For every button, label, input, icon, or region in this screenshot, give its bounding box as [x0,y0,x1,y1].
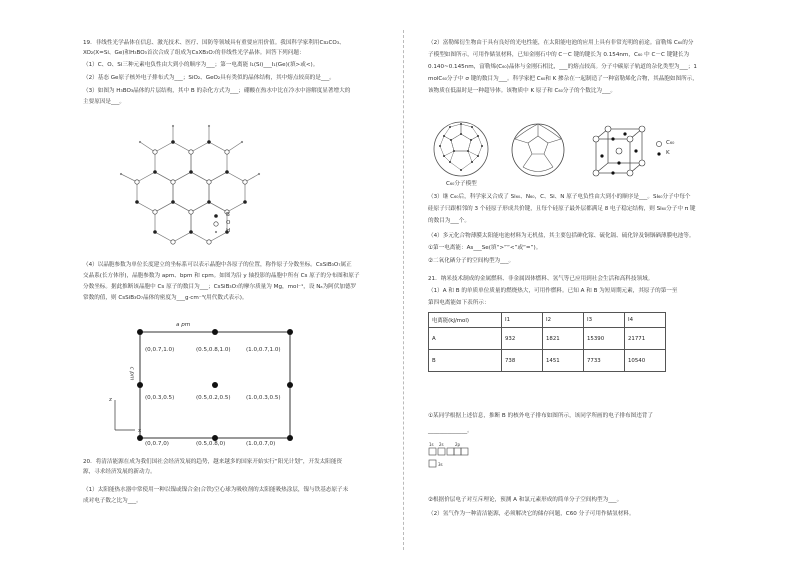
axis-z-label: z [109,397,112,403]
table-cell: 10540 [625,350,666,372]
q19-intro2: XO₂(X=Si、Ge)和H₃BO₃首次合成了组成为CsXB₃O₇的非线性光学晶体。回答下列问题： [83,50,305,56]
coord-label: (0,0.7,1.0) [145,347,175,353]
legend-h: H [226,228,231,234]
table-header: I4 [625,313,666,328]
cell-axis-a: a pm [176,322,191,328]
cell-key [655,140,665,160]
table-cell: 7733 [584,350,625,372]
r-line: （1）A 和 B 的单质单位质量的燃烧热大，可用作燃料。已知 A 和 B 为短周期元素，其原子的第一至 [428,288,678,294]
r-line: 该物质在低温时是一种超导体。该物质中 K 原子和 C₆₀分子的个数比为___。 [428,88,617,94]
q20-line4: 成对电子数之比为___。 [83,498,142,504]
r-line: 子模型如图所示，可用作储氢材料，已知金刚石中的 C－C 键的键长为 0.154nm，C₆₀ 中 C－C 键键长为 [428,52,690,58]
c60-ball-stick-model [430,120,492,178]
coord-label: (1.0,0.7,1.0) [246,347,281,353]
column-divider [403,30,404,550]
c60-model-caption: C₆₀分子模型 [446,181,477,187]
ionization-energy-table [428,312,666,372]
table-header-row [429,313,666,328]
orbital-label: 1s [429,442,434,447]
c60-outline-model [510,122,566,178]
table-header: I2 [543,313,584,328]
r-line: （2）富勒烯衍生物由于具有良好的光电性能，在太阳能电池的应用上具有非常光明的前途。富勒烯 C₆₀的分 [428,40,694,46]
legend-b: B [226,212,230,218]
r-line: ②二氧化硒分子的空间构型为___。 [428,258,515,264]
r-line: molC₆₀分子中 σ 键的数目为___。科学家把 C₆₀和 K 掺杂在一起制造了一种富勒烯化合物，其晶胞如图所示， [428,76,698,82]
table-cell: 15390 [584,328,625,350]
r-line: 的数目为___个。 [428,218,470,224]
coord-label: (1.0,0.7,0) [246,441,276,447]
legend-o: O [226,220,231,226]
r-line: 21．纳米技术制成的金属燃料、非金属固体燃料、氢气等已应用到社会生活和高科技领域。 [428,276,654,282]
table-cell: 1451 [543,350,584,372]
q19-part4a: （4）以晶胞参数为单位长度建立的坐标系可以表示晶胞中各原子的位置，称作原子分数坐标。CsSiB₃O₇属正 [83,262,352,268]
coord-label: (0,0.7,0) [145,441,169,447]
r-line: ①第一电离能：As___Se(填“>”“<”或“=”)。 [428,245,542,251]
r-line: ______________。 [428,428,473,434]
orbital-label: 2s [439,442,444,447]
table-header: 电离能(kJ/mol) [429,313,502,328]
table-row [429,350,666,372]
q19-part3a: （3）如图为 H₃BO₃晶体的片层结构，其中 B 的杂化方式为___；硼酸在热水中比在冷水中溶解度显著增大的 [83,88,351,94]
r-line: 第四电离能如下表所示： [428,300,490,306]
q20-line1: 20．将清洁能源在成为我们国社会经济发展的趋势，越来越多的国家开始实行“阳光计划”，开发太阳能资 [83,459,343,465]
r-line: （4）多元化合物薄膜太阳能电池材料为无机盐，其主要包括砷化镓、硫化镉、硫化锌及铜铟硒薄膜电池等。 [428,233,695,239]
table-cell: B [429,350,502,372]
r-line: ②根据价层电子对互斥理论，预测 A 和氯元素形成的简单分子空间构型为___。 [428,497,623,503]
table-cell: 21771 [625,328,666,350]
coord-label: (0,0.3,0.5) [145,395,175,401]
cell-axis-c: c pm [128,366,135,381]
q19-part4c: 分数坐标。据此推断该晶胞中 Cs 原子的数目为___；CsSiB₃O₇的摩尔质量为 Mg，mol⁻¹，设 Nₐ为阿伏加德罗 [83,284,357,290]
coord-label: (1.0,0.3,0.5) [246,395,281,401]
r-line: （3）继 C₆₀后，科学家又合成了 Si₆₀、N₆₀，C、Si、N 原子电负性由大到小的顺序是___。Si₆₀分子中每个 [428,194,691,200]
q19-part3b: 主要原因是___。 [83,99,125,105]
key-k-label: K [666,150,670,156]
coord-label: (0.5,0.8,0) [196,441,226,447]
q19-part2: （2）基态 Ge原子核外电子排布式为___；SiO₂、GeO₂具有类似的晶体结构，其中熔点较高的是___。 [83,75,335,81]
table-header: I1 [502,313,543,328]
table-cell: 1821 [543,328,584,350]
q19-intro: 19．非线性光学晶体在信息、激光技术、医疗、国防等领域具有重要应用价值。我国科学家利用Cs₂CO₃、 [83,40,345,46]
q19-part4b: 交晶系(长方体形)，晶胞参数为 apm、bpm 和 cpm。如图为沿 y 轴投影的晶胞中所有 Cs 原子的分布图和原子 [83,273,360,279]
q19-part1: （1）C、O、Si三种元素电负性由大到小的顺序为___；第一电离能 I₁(Si)___I₁(Ge)(填>或<)。 [83,62,319,68]
key-c60-label: C₆₀ [666,140,675,146]
r-line: ①某同学根据上述信息，推断 B 的核外电子排布如图所示，该同学所画的电子排布图违背了 [428,413,653,419]
table-row [429,328,666,350]
table-cell: 932 [502,328,543,350]
q20-line2: 源，寻求经济发展的新动力。 [83,469,156,475]
q19-part4d: 常数的值，则 CsSiB₃O₇晶体的密度为___g·cm⁻³(用代数式表示)。 [83,295,248,301]
table-header: I3 [584,313,625,328]
orbital-label: 2p [455,442,461,447]
q20-line3: （1）太阳能热水器中常使用一种以镍或镍合金(合铁)空心球为吸收剂的太阳能吸热涂层，镍与铁基态原子未 [83,487,349,493]
coord-label: (0.5,0.2,0.5) [196,395,231,401]
kc60-unit-cell-figure [590,125,650,180]
orbital-label: 3s [438,462,443,467]
r-line: 0.140~0.145nm，富勒烯(C₆₀)晶体与金刚石相比，___的熔点较高。分子中碳原子轨道的杂化类型为___；1 [428,64,697,70]
r-line: （2）氢气作为一种清洁能源，必须解决它的储存问题，C60 分子可用作储氢材料。 [428,511,635,517]
axis-x-label: x [138,428,142,434]
unit-cell-projection-figure [85,318,305,448]
table-cell: 738 [502,350,543,372]
table-cell: A [429,328,502,350]
r-line: 硅原子只跟相邻的 3 个硅原子形成共价键，且每个硅原子最外层都满足 8 电子稳定结构，则 Si₆₀分子中 π 键 [428,206,696,212]
coord-label: (0.5,0.8,1.0) [196,347,231,353]
